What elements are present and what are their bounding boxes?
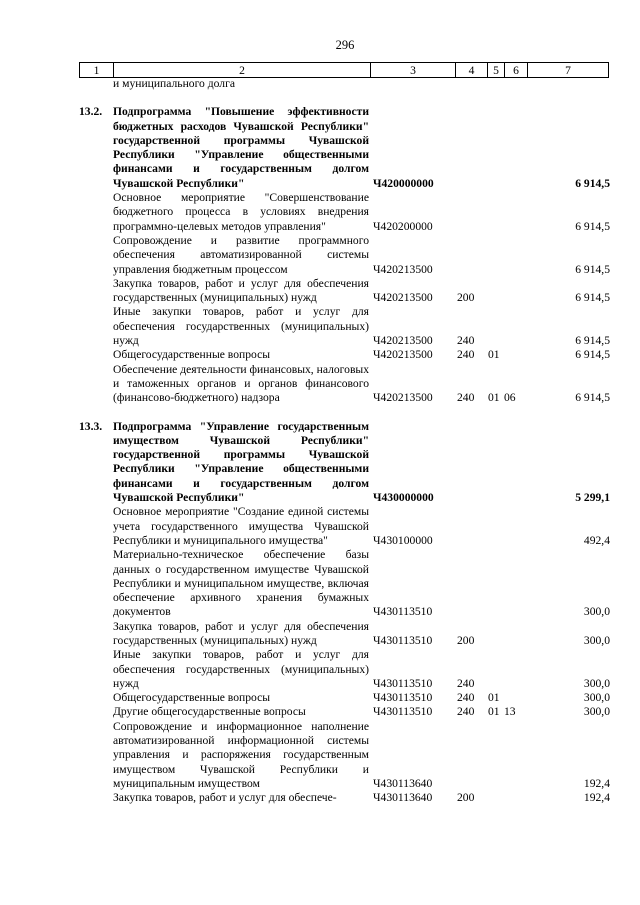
target-article-code: Ч420200000 bbox=[373, 219, 433, 233]
target-article-code: Ч420213500 bbox=[373, 348, 433, 362]
target-article-code: Ч430113640 bbox=[373, 776, 433, 790]
table-row bbox=[79, 234, 610, 277]
target-article-code: Ч430000000 bbox=[373, 491, 434, 505]
table-row bbox=[79, 548, 610, 619]
amount: 300,0 bbox=[583, 691, 610, 705]
target-article-code: Ч430113510 bbox=[373, 633, 433, 647]
row-name: Подпрограмма "Управление государственным имуществом Чувашской Республики" государственной программы Чувашской Республики "Управление общественными финансами и государственным долгом Чувашской Республики" bbox=[113, 419, 369, 505]
table-row bbox=[79, 620, 610, 649]
target-article-code: Ч420213500 bbox=[373, 334, 433, 348]
subsection-code: 06 bbox=[504, 391, 516, 405]
table-row bbox=[79, 705, 610, 719]
table-row bbox=[79, 791, 610, 805]
amount: 300,0 bbox=[583, 676, 610, 690]
table-row bbox=[79, 305, 610, 348]
expense-type-code: 240 bbox=[457, 334, 475, 348]
header-col-4: 4 bbox=[456, 63, 488, 78]
header-col-5: 5 bbox=[488, 63, 505, 78]
row-name: Закупка товаров, работ и услуг для обеспече- bbox=[113, 791, 337, 805]
row-name: Закупка товаров, работ и услуг для обеспечения государственных (муниципальных) нужд bbox=[113, 619, 369, 647]
table-row bbox=[79, 363, 610, 406]
header-col-2: 2 bbox=[114, 63, 371, 78]
amount: 6 914,5 bbox=[575, 391, 610, 405]
row-name: Закупка товаров, работ и услуг для обеспечения государственных (муниципальных) нужд bbox=[113, 276, 369, 305]
header-col-3: 3 bbox=[371, 63, 456, 78]
amount: 6 914,5 bbox=[575, 348, 610, 362]
header-col-7: 7 bbox=[528, 63, 609, 78]
amount: 6 914,5 bbox=[575, 219, 610, 233]
column-header-table bbox=[79, 62, 609, 78]
target-article-code: Ч430113510 bbox=[373, 705, 433, 719]
section-code: 01 bbox=[488, 705, 500, 719]
target-article-code: Ч430113640 bbox=[373, 791, 433, 805]
expense-type-code: 200 bbox=[457, 633, 475, 647]
row-name: Основное мероприятие "Совершенствование бюджетного процесса в условиях внедрения программно-целевых методов управления" bbox=[113, 191, 369, 233]
target-article-code: Ч420213500 bbox=[373, 262, 433, 276]
column-header-row bbox=[80, 63, 609, 78]
target-article-code: Ч430113510 bbox=[373, 691, 433, 705]
row-name: Общегосударственные вопросы bbox=[113, 348, 271, 362]
amount: 5 299,1 bbox=[575, 491, 610, 505]
subprogram-row bbox=[79, 420, 610, 506]
row-name: Другие общегосударственные вопросы bbox=[113, 705, 306, 719]
row-name: Общегосударственные вопросы bbox=[113, 691, 271, 705]
target-article-code: Ч420213500 bbox=[373, 291, 433, 305]
page-number: 296 bbox=[335, 38, 355, 52]
header-col-1: 1 bbox=[80, 63, 114, 78]
row-name: Иные закупки товаров, работ и услуг для обеспечения государственных (муниципальных) нужд bbox=[113, 305, 369, 348]
amount: 192,4 bbox=[583, 776, 610, 790]
table-row bbox=[79, 191, 610, 234]
section-code: 01 bbox=[488, 691, 500, 705]
amount: 6 914,5 bbox=[575, 291, 610, 305]
table-row bbox=[79, 505, 610, 548]
amount: 192,4 bbox=[583, 791, 610, 805]
section-code: 01 bbox=[488, 391, 500, 405]
table-row bbox=[79, 348, 610, 362]
table-row bbox=[79, 77, 610, 91]
amount: 492,4 bbox=[583, 533, 610, 547]
table-row bbox=[79, 691, 610, 705]
row-name: и муниципального долга bbox=[113, 77, 235, 90]
target-article-code: Ч430113510 bbox=[373, 605, 433, 619]
expense-type-code: 240 bbox=[457, 705, 475, 719]
section-spacer bbox=[79, 91, 610, 105]
amount: 300,0 bbox=[583, 705, 610, 719]
amount: 6 914,5 bbox=[575, 334, 610, 348]
amount: 6 914,5 bbox=[575, 262, 610, 276]
expense-type-code: 240 bbox=[457, 691, 475, 705]
row-name: Подпрограмма "Повышение эффективности бюджетных расходов Чувашской Республики" государственной программы Чувашской Республики "Управление общественными финансами и государственным долгом Чувашской Республики" bbox=[113, 105, 369, 190]
amount: 300,0 bbox=[583, 605, 610, 619]
expense-type-code: 200 bbox=[457, 791, 475, 805]
section-code: 01 bbox=[488, 348, 500, 362]
expense-type-code: 200 bbox=[457, 291, 475, 305]
table-row bbox=[79, 277, 610, 306]
target-article-code: Ч420000000 bbox=[373, 176, 434, 190]
row-name: Сопровождение и развитие программного обеспечения автоматизированной системы управления бюджетным процессом bbox=[113, 233, 369, 276]
header-col-6: 6 bbox=[505, 63, 528, 78]
row-name: Иные закупки товаров, работ и услуг для обеспечения государственных (муниципальных) нужд bbox=[113, 648, 369, 690]
target-article-code: Ч420213500 bbox=[373, 391, 433, 405]
target-article-code: Ч430113510 bbox=[373, 676, 433, 690]
expense-type-code: 240 bbox=[457, 676, 475, 690]
amount: 300,0 bbox=[583, 633, 610, 647]
budget-table-body bbox=[79, 77, 610, 806]
row-number: 13.2. bbox=[79, 105, 103, 119]
table-row bbox=[79, 648, 610, 691]
amount: 6 914,5 bbox=[575, 176, 610, 190]
row-number: 13.3. bbox=[79, 419, 103, 433]
expense-type-code: 240 bbox=[457, 348, 475, 362]
subsection-code: 13 bbox=[504, 705, 516, 719]
subprogram-row bbox=[79, 105, 610, 191]
row-name: Сопровождение и информационное наполнение автоматизированной информационной системы управления и распоряжения государственным имуществом Чувашской Республики и муниципальным имуществом bbox=[113, 719, 369, 790]
expense-type-code: 240 bbox=[457, 391, 475, 405]
target-article-code: Ч430100000 bbox=[373, 533, 433, 547]
row-name: Материально-техническое обеспечение базы данных о государственном имуществе Чувашской Республики и муниципальном имуществе, включая обеспечение архивного хранения бумажных документов bbox=[113, 548, 369, 619]
table-row bbox=[79, 720, 610, 791]
row-name: Основное мероприятие "Создание единой системы учета государственного имущества Чувашской Республики и муниципального имущества" bbox=[113, 505, 369, 547]
row-name: Обеспечение деятельности финансовых, налоговых и таможенных органов и органов финансового (финансово-бюджетного) надзора bbox=[113, 362, 369, 405]
section-spacer bbox=[79, 406, 610, 420]
